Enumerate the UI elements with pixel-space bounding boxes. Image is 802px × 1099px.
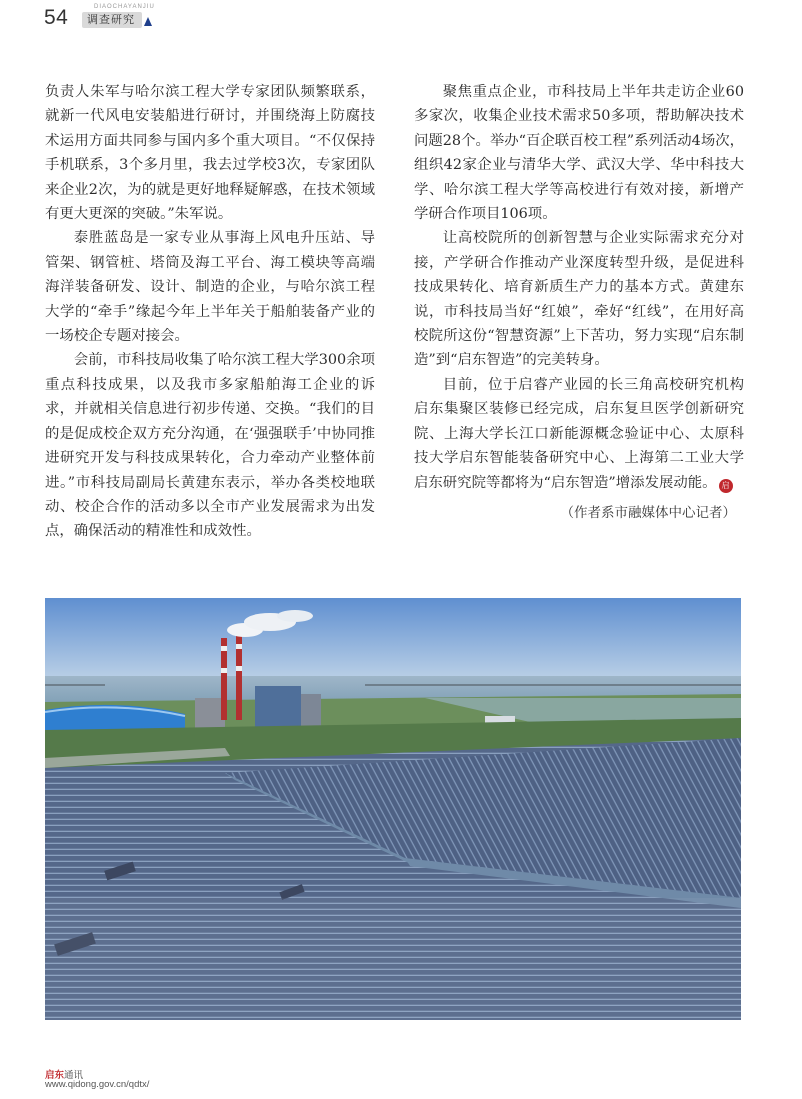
- footer-brand-bold: 启东: [45, 1070, 65, 1081]
- solar-farm-photo: [45, 598, 741, 1020]
- paragraph-text: 目前，位于启睿产业园的长三角高校研究机构启东集聚区装修已经完成，启东复旦医学创新研究院、上海大学长江口新能源概念验证中心、太原科技大学启东智能装备研究中心、上海第二工业大学启东研究院等都将为“启东智造”增添发展动能。: [414, 376, 744, 491]
- paragraph-last: [414, 373, 744, 495]
- byline: （作者系市融媒体中心记者）: [560, 504, 736, 521]
- footer-url[interactable]: www.qidong.gov.cn/qdtx/: [45, 1079, 150, 1090]
- paragraph: 泰胜蓝岛是一家专业从事海上风电升压站、导管架、钢管桩、塔筒及海工平台、海工模块等高端海洋装备研发、设计、制造的企业，与哈尔滨工程大学的“牵手”缘起今年上半年关于船舶装备产业的一场校企专题对接会。: [45, 230, 375, 345]
- page-number: 54: [44, 6, 69, 29]
- end-mark-icon: 启: [719, 479, 733, 493]
- paragraph: 聚焦重点企业，市科技局上半年共走访企业60多家次，收集企业技术需求50多项，帮助解决技术问题28个。举办“百企联百校工程”系列活动4场次，组织42家企业与清华大学、武汉大学、华中科技大学、哈尔滨工程大学等高校进行有效对接，新增产学研合作项目106项。: [414, 84, 744, 223]
- paragraph: 负责人朱军与哈尔滨工程大学专家团队频繁联系，就新一代风电安装船进行研讨，并围绕海上防腐技术运用方面共同参与国内多个重大项目。“不仅保持手机联系，3个多月里，我去过学校3次，专家团队来企业2次，为的就是更好地释疑解惑，在技术领域有更大更深的突破。”朱军说。: [45, 84, 375, 223]
- paragraph: 会前，市科技局收集了哈尔滨工程大学300余项重点科技成果，以及我市多家船舶海工企业的诉求，并就相关信息进行初步传递、交换。“我们的目的是促成校企双方充分沟通，在‘强强联手’中协同推进研究开发与科技成果转化，合力牵动产业整体前进。”市科技局副局长黄建东表示，举办各类校地联动、校企合作的活动多以全市产业发展需求为出发点，确保活动的精准性和成效性。: [45, 352, 375, 540]
- section-header: [82, 4, 154, 30]
- right-column: [414, 80, 744, 525]
- section-pinyin: DIAOCHAYANJIU: [94, 4, 155, 10]
- triangle-marker-icon: [144, 17, 152, 26]
- paragraph: 让高校院所的创新智慧与企业实际需求充分对接，产学研合作推动产业深度转型升级，是促进科技成果转化、培育新质生产力的基本方式。黄建东说，市科技局当好“红娘”，牵好“红线”，在用好高校院所这份“智慧资源”上下苦功，努力实现“启东制造”到“启东智造”的完美转身。: [414, 230, 744, 369]
- left-column: [45, 80, 375, 544]
- footer-brand-rest: 通讯: [64, 1070, 84, 1081]
- section-label: 调查研究: [87, 13, 135, 26]
